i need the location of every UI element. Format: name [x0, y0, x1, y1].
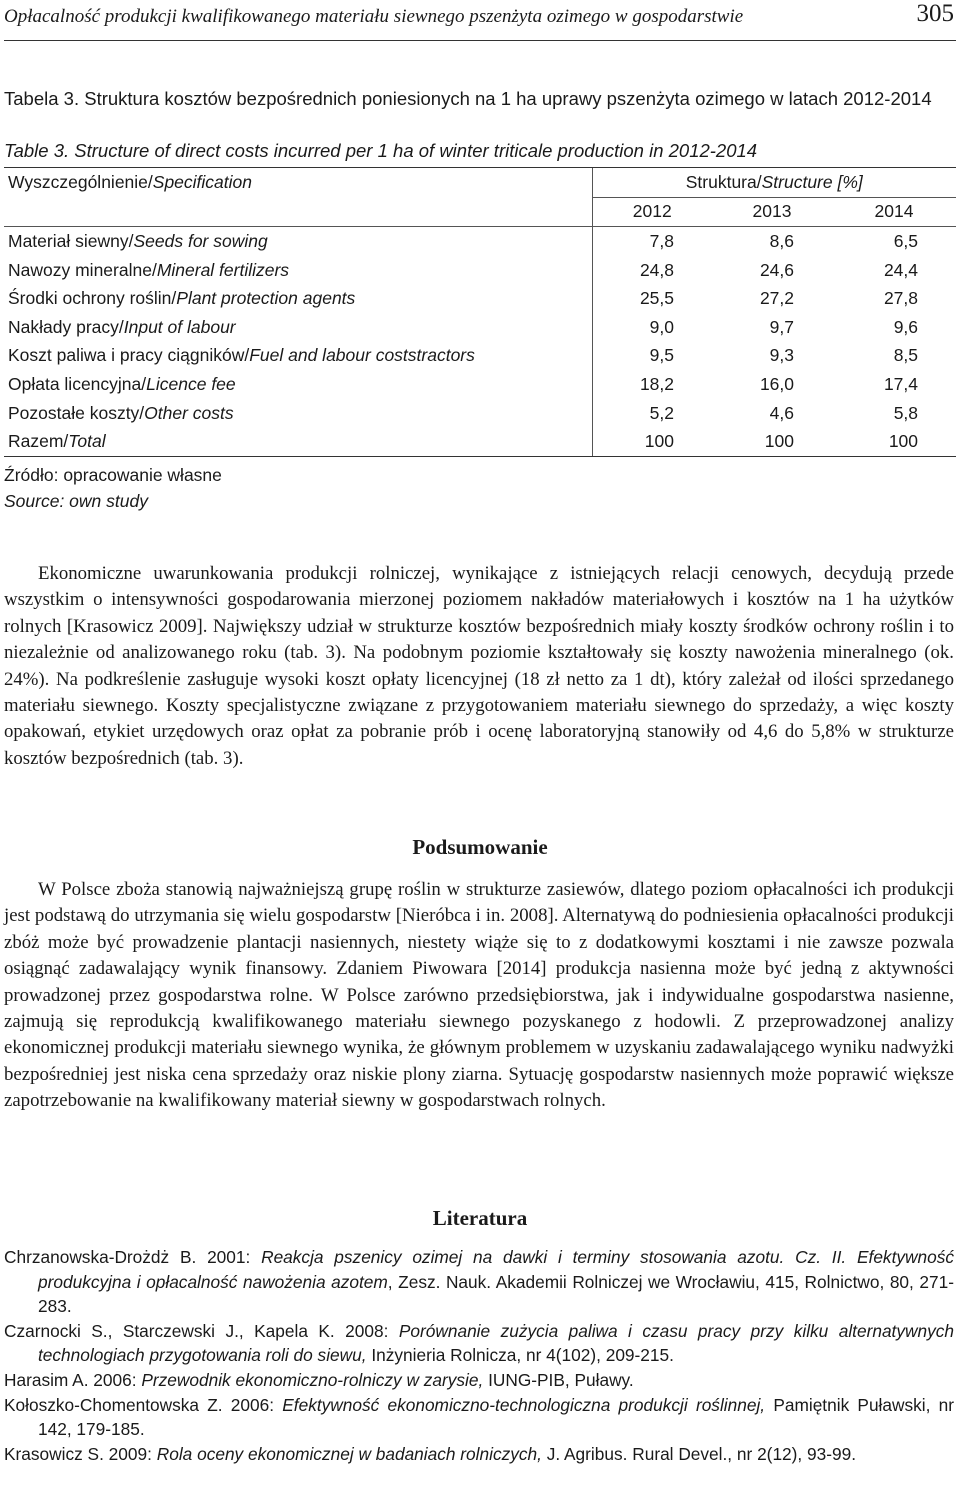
- table-cell: 16,0: [759, 373, 794, 394]
- row-label: Opłata licencyjna/Licence fee: [8, 373, 236, 394]
- table-cell: 25,5: [592, 284, 712, 313]
- table-row: [4, 399, 956, 428]
- table-cell: 4,6: [769, 402, 794, 423]
- table-cell: 9,0: [592, 313, 712, 342]
- table-cell: 9,6: [893, 316, 919, 337]
- row-label: Nakłady pracy/Input of labour: [8, 316, 236, 337]
- table-row: [4, 227, 956, 256]
- table-cell: 6,5: [893, 230, 919, 251]
- table-cell: 24,4: [883, 259, 919, 280]
- table-row: [4, 342, 956, 371]
- reference-item: Chrzanowska-Drożdż B. 2001: Reakcja pszenicy ozimej na dawki i terminy stosowania azotu. Cz. II. Efektywność produkcyjna i opłacalność nawożenia azotem, Zesz. Nauk. Akademii Rolniczej we Wrocławiu, 415, Rolnictwo, 80, 271-283.: [4, 1247, 954, 1317]
- row-label: Pozostałe koszty/Other costs: [8, 402, 234, 423]
- table-cell: 7,8: [592, 227, 712, 256]
- table-row: [4, 284, 956, 313]
- table-row: [4, 256, 956, 285]
- reference-list: [4, 1245, 954, 1466]
- table-cell: 17,4: [883, 373, 919, 394]
- reference-item: Harasim A. 2006: Przewodnik ekonomiczno-rolniczy w zarysie, IUNG-PIB, Puławy.: [4, 1369, 634, 1390]
- table-source-en: Source: own study: [4, 491, 148, 511]
- table-cell: 27,8: [883, 288, 919, 309]
- table-cell: 100: [592, 427, 712, 456]
- table-cell: 8,5: [893, 345, 919, 366]
- running-header: [4, 0, 956, 41]
- body-paragraph: Ekonomiczne uwarunkowania produkcji rolniczej, wynikające z istniejących relacji cenowych, decydują przede wszystkim o intensywności gospodarowania mierzonej poziomem nakładów materiałowych i kosztów na 1 ha użytków rolnych [Krasowicz 2009]. Największy udział w strukturze kosztów bezpośrednich miały koszty środków ochrony roślin i to niezależnie od analizowanego roku (tab. 3). Na podobnym poziomie kształtowały się koszty nawożenia mineralnego (ok. 24%). Na podkreślenie zasługuje wysoki koszt opłaty licencyjnej (18 zł netto za 1 dt), który zależał od ilości sprzedanego materiału siewnego. Koszty specjalistyczne związane z przygotowaniem materiału siewnego do sprzedaży, a więc koszty opakowań, etykiet urzędowych oraz opłat za pobranie prób i ocenę laboratoryjną stanowiły od 4,6 do 5,8% w strukturze kosztów bezpośrednich (tab. 3).: [4, 563, 954, 769]
- cost-structure-table: [4, 167, 956, 457]
- table-years-row: [4, 197, 956, 227]
- section-heading-literature: Literatura: [432, 1206, 528, 1230]
- header-specification: Wyszczególnienie/Specification: [4, 168, 592, 198]
- reference-item: Kołoszko-Chomentowska Z. 2006: Efektywność ekonomiczno-technologiczna produkcji roślinnej, Pamiętnik Puławski, nr 142, 179-185.: [4, 1394, 954, 1440]
- table-row: [4, 313, 956, 342]
- running-title: Opłacalność produkcji kwalifikowanego materiału siewnego pszenżyta ozimego w gospodarstwie: [4, 6, 744, 27]
- table-cell: 18,2: [592, 370, 712, 399]
- table-cell: 9,3: [769, 345, 794, 366]
- row-label: Środki ochrony roślin/Plant protection agents: [8, 288, 356, 309]
- body-paragraph: W Polsce zboża stanowią najważniejszą grupę roślin w strukturze zasiewów, dlatego poziom opłacalności ich produkcji jest podstawą do utrzymania się wielu gospodarstw [Nieróbca i in. 2008]. Alternatywą do podniesienia opłacalności produkcji zbóż może być prowadzenie plantacji nasiennych, niestety wiąże się to z dodatkowymi kosztami i nie zawsze pozwala osiągnąć zadawalający wynik finansowy. Zdaniem Piwowara [2014] produkcja nasienna może być jedną z aktywności prowadzonej przez gospodarstwa rolne. W Polsce zarówno przedsiębiorstwa, jak i indywidualne gospodarstwa nasienne, zajmują się reprodukcją kwalifikowanego materiału siewnego pozyskanego z hodowli. Z przeprowadzonej analizy ekonomicznej produkcji materiału siewnego wynika, że głównym problemem w uzyskaniu zadawalającego wyniku nadwyżki bezpośredniej jest niska cena sprzedaży oraz niskie plony ziarna. Sytuację gospodarstw nasiennych może poprawić większe zapotrzebowanie na kwalifikowany materiał siewny w gospodarstwach rolnych.: [4, 879, 954, 1112]
- page-number: 305: [916, 0, 954, 27]
- table-source-pl: Źródło: opracowanie własne: [4, 465, 222, 485]
- year-header: 2012: [592, 197, 712, 227]
- table-cell: 9,5: [592, 342, 712, 371]
- table-header-row: [4, 168, 956, 198]
- table-cell: 5,8: [893, 402, 919, 423]
- table-cell: 24,8: [592, 256, 712, 285]
- row-label: Materiał siewny/Seeds for sowing: [8, 230, 268, 251]
- table-total-row: [4, 427, 956, 456]
- table-cell: 8,6: [769, 230, 794, 251]
- table-cell: 27,2: [759, 288, 794, 309]
- reference-item: Czarnocki S., Starczewski J., Kapela K. 2008: Porównanie zużycia paliwa i czasu pracy przy kilku alternatywnych technologiach przygotowania roli do siewu, Inżynieria Rolnicza, nr 4(102), 209-215.: [4, 1320, 954, 1366]
- row-label: Nawozy mineralne/Mineral fertilizers: [8, 259, 290, 280]
- table-caption-pl: Tabela 3. Struktura kosztów bezpośrednich poniesionych na 1 ha uprawy pszenżyta ozimego w latach 2012-2014: [4, 88, 932, 109]
- table-caption-en: Table 3. Structure of direct costs incurred per 1 ha of winter triticale production in 2012-2014: [4, 140, 758, 161]
- section-heading-summary: Podsumowanie: [412, 835, 548, 859]
- row-label: Koszt paliwa i pracy ciągników/Fuel and labour coststractors: [8, 345, 475, 366]
- table-cell: 100: [832, 427, 956, 456]
- table-cell: 9,7: [769, 316, 794, 337]
- table-cell: 100: [712, 427, 832, 456]
- table-row: [4, 370, 956, 399]
- reference-item: Krasowicz S. 2009: Rola oceny ekonomicznej w badaniach rolniczych, J. Agribus. Rural Devel., nr 2(12), 93-99.: [4, 1443, 857, 1464]
- header-structure: Struktura/Structure [%]: [592, 168, 956, 198]
- table-cell: 24,6: [759, 259, 794, 280]
- table-cell: 5,2: [592, 399, 712, 428]
- year-header: 2013: [712, 197, 832, 227]
- year-header: 2014: [832, 197, 956, 227]
- row-label: Razem/Total: [4, 427, 592, 456]
